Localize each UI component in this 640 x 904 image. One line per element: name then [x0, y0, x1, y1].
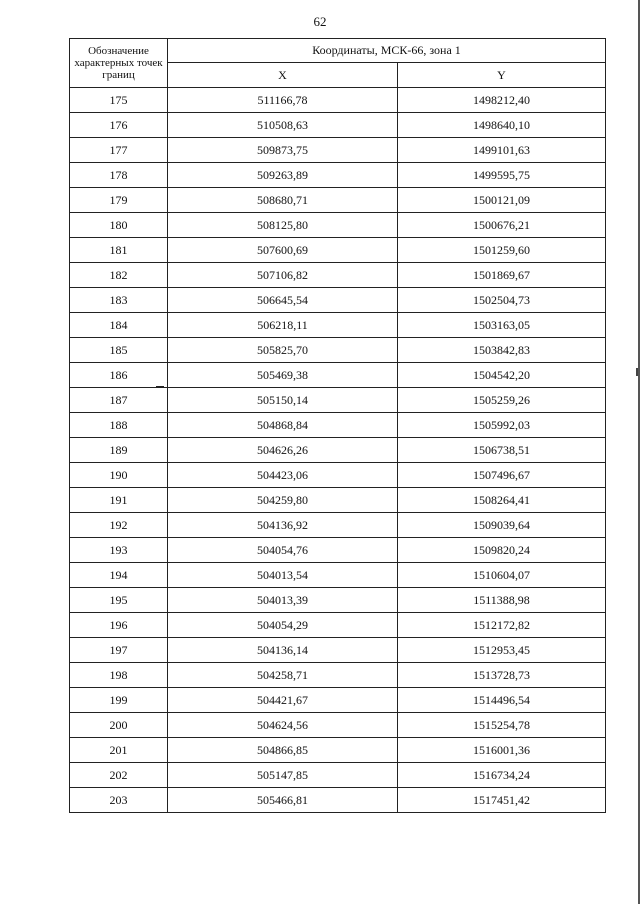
cell-y: 1505259,26 — [398, 388, 606, 413]
table-row — [70, 213, 606, 238]
cell-point-number: 176 — [70, 113, 168, 138]
cell-y: 1501259,60 — [398, 238, 606, 263]
cell-point-number: 179 — [70, 188, 168, 213]
cell-x: 504626,26 — [168, 438, 398, 463]
table-row — [70, 763, 606, 788]
cell-x: 505150,14 — [168, 388, 398, 413]
table-row — [70, 288, 606, 313]
cell-x: 504259,80 — [168, 488, 398, 513]
cell-point-number: 188 — [70, 413, 168, 438]
table-row — [70, 663, 606, 688]
header-coordinates: Координаты, МСК-66, зона 1 — [168, 39, 606, 63]
table-row — [70, 238, 606, 263]
cell-y: 1516001,36 — [398, 738, 606, 763]
cell-x: 505466,81 — [168, 788, 398, 813]
cell-point-number: 196 — [70, 613, 168, 638]
cell-point-number: 185 — [70, 338, 168, 363]
table-row — [70, 563, 606, 588]
cell-x: 506645,54 — [168, 288, 398, 313]
cell-x: 506218,11 — [168, 313, 398, 338]
cell-x: 511166,78 — [168, 88, 398, 113]
cell-y: 1511388,98 — [398, 588, 606, 613]
cell-x: 510508,63 — [168, 113, 398, 138]
table-row — [70, 613, 606, 638]
table-row — [70, 163, 606, 188]
cell-point-number: 190 — [70, 463, 168, 488]
cell-y: 1504542,20 — [398, 363, 606, 388]
cell-point-number: 189 — [70, 438, 168, 463]
cell-x: 504868,84 — [168, 413, 398, 438]
cell-point-number: 182 — [70, 263, 168, 288]
cell-point-number: 194 — [70, 563, 168, 588]
table-row — [70, 113, 606, 138]
table-row — [70, 713, 606, 738]
cell-y: 1513728,73 — [398, 663, 606, 688]
table-row — [70, 313, 606, 338]
table-row — [70, 188, 606, 213]
cell-x: 504136,92 — [168, 513, 398, 538]
cell-point-number: 181 — [70, 238, 168, 263]
cell-y: 1501869,67 — [398, 263, 606, 288]
cell-point-number: 202 — [70, 763, 168, 788]
table-row — [70, 688, 606, 713]
cell-y: 1502504,73 — [398, 288, 606, 313]
cell-y: 1499595,75 — [398, 163, 606, 188]
cell-y: 1503163,05 — [398, 313, 606, 338]
cell-y: 1498640,10 — [398, 113, 606, 138]
cell-y: 1507496,67 — [398, 463, 606, 488]
cell-x: 508680,71 — [168, 188, 398, 213]
scan-mark — [156, 386, 164, 388]
cell-x: 504421,67 — [168, 688, 398, 713]
cell-x: 509873,75 — [168, 138, 398, 163]
cell-point-number: 201 — [70, 738, 168, 763]
cell-point-number: 198 — [70, 663, 168, 688]
cell-y: 1500676,21 — [398, 213, 606, 238]
table-body — [70, 88, 606, 813]
cell-x: 504258,71 — [168, 663, 398, 688]
cell-y: 1514496,54 — [398, 688, 606, 713]
cell-point-number: 178 — [70, 163, 168, 188]
table-row — [70, 513, 606, 538]
cell-y: 1508264,41 — [398, 488, 606, 513]
cell-x: 505825,70 — [168, 338, 398, 363]
cell-y: 1516734,24 — [398, 763, 606, 788]
table-row — [70, 338, 606, 363]
cell-y: 1498212,40 — [398, 88, 606, 113]
cell-point-number: 184 — [70, 313, 168, 338]
table-row — [70, 588, 606, 613]
table-row — [70, 788, 606, 813]
cell-y: 1500121,09 — [398, 188, 606, 213]
cell-y: 1510604,07 — [398, 563, 606, 588]
cell-y: 1503842,83 — [398, 338, 606, 363]
coordinates-table — [69, 38, 606, 813]
cell-point-number: 192 — [70, 513, 168, 538]
cell-y: 1499101,63 — [398, 138, 606, 163]
cell-point-number: 191 — [70, 488, 168, 513]
header-point-designation: Обозначение характерных точек границ — [70, 39, 168, 88]
table-row — [70, 438, 606, 463]
cell-x: 509263,89 — [168, 163, 398, 188]
cell-y: 1506738,51 — [398, 438, 606, 463]
cell-x: 505469,38 — [168, 363, 398, 388]
cell-point-number: 183 — [70, 288, 168, 313]
cell-x: 507106,82 — [168, 263, 398, 288]
cell-y: 1512172,82 — [398, 613, 606, 638]
cell-point-number: 186 — [70, 363, 168, 388]
cell-y: 1505992,03 — [398, 413, 606, 438]
cell-point-number: 177 — [70, 138, 168, 163]
table-row — [70, 738, 606, 763]
cell-x: 504013,39 — [168, 588, 398, 613]
table-row — [70, 88, 606, 113]
cell-point-number: 195 — [70, 588, 168, 613]
cell-point-number: 203 — [70, 788, 168, 813]
table-row — [70, 138, 606, 163]
cell-x: 504866,85 — [168, 738, 398, 763]
table-row — [70, 413, 606, 438]
table-row — [70, 538, 606, 563]
cell-x: 504136,14 — [168, 638, 398, 663]
header-y: Y — [398, 63, 606, 88]
table-row — [70, 363, 606, 388]
cell-point-number: 199 — [70, 688, 168, 713]
cell-x: 504423,06 — [168, 463, 398, 488]
header-x: X — [168, 63, 398, 88]
table-row — [70, 638, 606, 663]
cell-x: 507600,69 — [168, 238, 398, 263]
cell-x: 504013,54 — [168, 563, 398, 588]
table-row — [70, 263, 606, 288]
cell-y: 1512953,45 — [398, 638, 606, 663]
cell-x: 505147,85 — [168, 763, 398, 788]
cell-point-number: 187 — [70, 388, 168, 413]
cell-y: 1509039,64 — [398, 513, 606, 538]
table-row — [70, 488, 606, 513]
cell-x: 508125,80 — [168, 213, 398, 238]
page-number: 62 — [313, 14, 327, 29]
cell-point-number: 175 — [70, 88, 168, 113]
cell-x: 504624,56 — [168, 713, 398, 738]
cell-y: 1515254,78 — [398, 713, 606, 738]
cell-point-number: 197 — [70, 638, 168, 663]
cell-y: 1509820,24 — [398, 538, 606, 563]
table-row — [70, 388, 606, 413]
cell-point-number: 200 — [70, 713, 168, 738]
cell-x: 504054,29 — [168, 613, 398, 638]
table-row — [70, 463, 606, 488]
cell-x: 504054,76 — [168, 538, 398, 563]
cell-point-number: 180 — [70, 213, 168, 238]
cell-point-number: 193 — [70, 538, 168, 563]
cell-y: 1517451,42 — [398, 788, 606, 813]
